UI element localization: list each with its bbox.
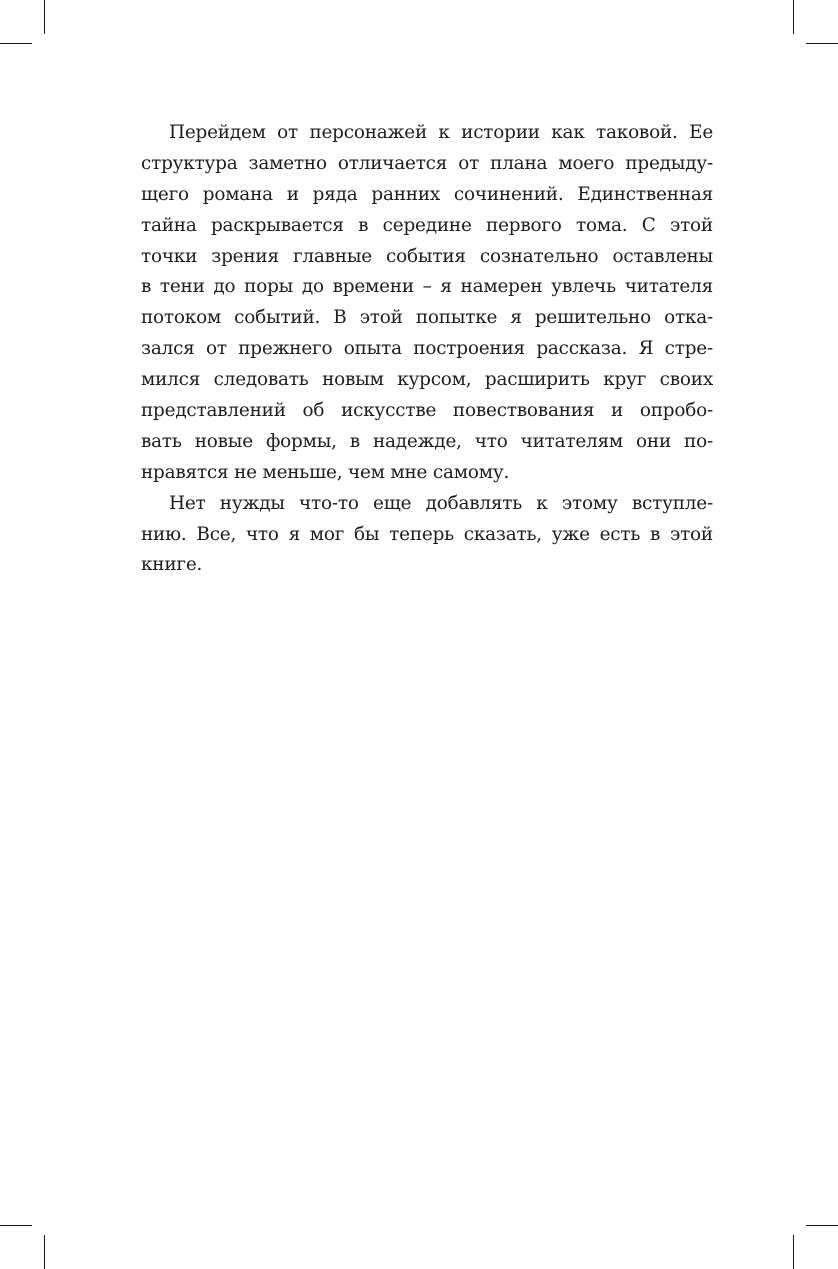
text-line: мился следовать новым курсом, расширить круг своих xyxy=(141,369,713,391)
crop-mark-top-left-horizontal xyxy=(0,43,32,44)
text-line: щего романа и ряда ранних сочинений. Единственная xyxy=(141,183,713,205)
text-line: Нет нужды что-то еще добавлять к этому вступле- xyxy=(169,492,713,514)
text-line: Перейдем от персонажей к истории как таковой. Ее xyxy=(169,122,713,143)
paragraph-2 xyxy=(141,489,713,582)
text-line: вать новые формы, в надежде, что читателям они по- xyxy=(141,430,713,452)
paragraph-1 xyxy=(141,118,713,489)
crop-mark-top-right-horizontal xyxy=(806,43,838,44)
crop-mark-bottom-right-horizontal xyxy=(806,1225,838,1226)
text-line: нравятся не меньше, чем мне самому. xyxy=(141,461,510,483)
crop-mark-top-right-vertical xyxy=(793,0,794,34)
text-line: потоком событий. В этой попытке я решительно отка- xyxy=(141,307,713,329)
crop-mark-bottom-right-vertical xyxy=(793,1235,794,1269)
crop-mark-top-left-vertical xyxy=(44,0,45,34)
text-line: тайна раскрывается в середине первого тома. С этой xyxy=(141,214,713,236)
body-text xyxy=(141,118,713,581)
text-line: представлений об искусстве повествования и опробо- xyxy=(141,400,713,422)
text-line: книге. xyxy=(141,554,203,576)
text-line: в тени до поры до времени – я намерен увлечь читателя xyxy=(141,276,713,298)
text-line: структура заметно отличается от плана моего предыду- xyxy=(141,152,713,174)
text-line: точки зрения главные события сознательно оставлены xyxy=(141,245,713,267)
crop-mark-bottom-left-vertical xyxy=(44,1235,45,1269)
crop-mark-bottom-left-horizontal xyxy=(0,1225,32,1226)
text-line: зался от прежнего опыта построения рассказа. Я стре- xyxy=(141,338,713,360)
text-line: нию. Все, что я мог бы теперь сказать, уже есть в этой xyxy=(141,523,713,545)
